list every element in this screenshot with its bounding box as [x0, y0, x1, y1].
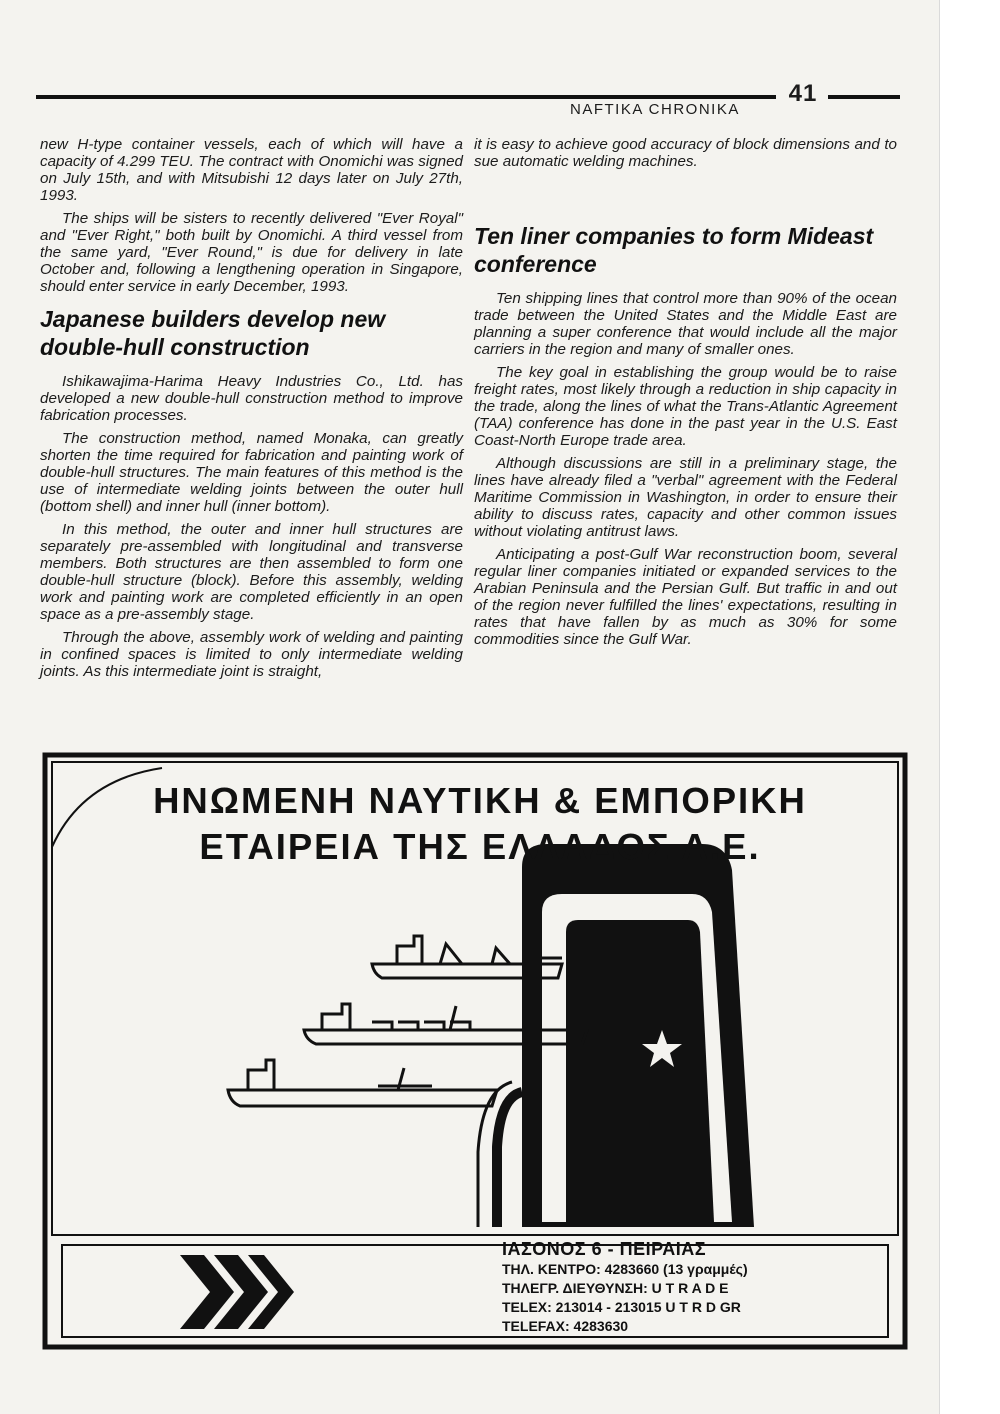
right-column	[474, 136, 897, 654]
left-column	[40, 136, 463, 686]
article-paragraph: In this method, the outer and inner hull structures are separately pre-assembled with longitudinal and transverse members. Both structures are then assembled to form one double-hull structure (block). Before this assembly, welding work and painting work are completed efficiently in an open space as a pre-assembly stage.	[40, 521, 463, 623]
ad-company-name	[110, 778, 850, 870]
article-paragraph: The ships will be sisters to recently delivered "Ever Royal" and "Ever Right," both built by Onomichi. A third vessel from the same yard, "Ever Round," is due for delivery in late October and, following a lengthening operation in Singapore, should enter service in early December, 1993.	[40, 210, 463, 295]
article-paragraph: Ten shipping lines that control more than 90% of the ocean trade between the United States and the Middle East are planning a super conference that would include all the major carriers in the region and many of smaller ones.	[474, 290, 897, 358]
header-rule-right	[828, 95, 900, 99]
article-paragraph: Although discussions are still in a preliminary stage, the lines have already filed a "verbal" agreement with the Federal Maritime Commission in Washington, in order to ensure their ability to discuss rates, capacity and other common issues without violating antitrust laws.	[474, 455, 897, 540]
ad-title-line: ΗΝΩΜΕΝΗ ΝΑΥΤΙΚΗ & ΕΜΠΟΡΙΚΗ	[153, 780, 807, 821]
ad-telefax: TELEFAX: 4283630	[502, 1318, 629, 1334]
ad-address: ΙΑΣΟΝΟΣ 6 - ΠΕΙΡΑΙΑΣ	[502, 1239, 707, 1259]
page-edge	[939, 0, 1000, 1414]
chevron-arrows-icon	[180, 1255, 294, 1329]
article-paragraph: Through the above, assembly work of welding and painting in confined spaces is limited to only intermediate welding joints. As this intermediate joint is straight,	[40, 629, 463, 680]
article-paragraph: new H-type container vessels, each of which will have a capacity of 4.299 TEU. The contract with Onomichi was signed on July 15th, and with Mitsubishi 12 days later on July 27th, 1993.	[40, 136, 463, 204]
article-heading-mideast: Ten liner companies to form Mideast conference	[474, 223, 874, 277]
running-head: NAFTIKA CHRONIKA	[570, 101, 740, 118]
article-paragraph: it is easy to achieve good accuracy of block dimensions and to sue automatic welding machines.	[474, 136, 897, 170]
article-paragraph: The key goal in establishing the group would be to raise freight rates, most likely through a reduction in ship capacity in the trade, along the lines of what the Trans-Atlantic Agreement (TAA) conference has done in the past year in the U.S. East Coast-North Europe trade area.	[474, 364, 897, 449]
article-paragraph: Ishikawajima-Harima Heavy Industries Co., Ltd. has developed a new double-hull construction method to improve fabrication processes.	[40, 373, 463, 424]
ad-phone: ΤΗΛ. ΚΕΝΤΡΟ: 4283660 (13 γραμμές)	[502, 1261, 748, 1277]
page-number: 41	[788, 80, 818, 107]
ad-contact-details	[502, 1238, 902, 1336]
ad-telegram: ΤΗΛΕΓΡ. ΔΙΕΥΘΥΝΣΗ: U T R A D E	[502, 1280, 729, 1296]
ad-title-line: ΕΤΑΙΡΕΙΑ ΤΗΣ ΕΛΛΑΔΟΣ Α.Ε.	[199, 826, 761, 867]
article-heading-double-hull: Japanese builders develop new double-hull construction	[40, 306, 386, 360]
header-rule-left	[36, 95, 776, 99]
company-advertisement	[42, 752, 908, 1350]
funnel-icon	[478, 844, 754, 1227]
ad-telex: TELEX: 213014 - 213015 U T R D GR	[502, 1299, 741, 1315]
article-paragraph: The construction method, named Monaka, can greatly shorten the time required for fabrication and painting work of double-hull structures. The main features of this method is the use of intermediate welding joints between the outer hull (bottom shell) and inner hull (inner bottom).	[40, 430, 463, 515]
ship-icon	[228, 1060, 497, 1106]
article-paragraph: Anticipating a post-Gulf War reconstruction boom, several regular liner companies initiated or expanded services to the Arabian Peninsula and the Persian Gulf. But traffic in and out of the region never fulfilled the lines' expectations, resulting in rates that have fallen by as much as 30% for some commodities since the Gulf War.	[474, 546, 897, 648]
